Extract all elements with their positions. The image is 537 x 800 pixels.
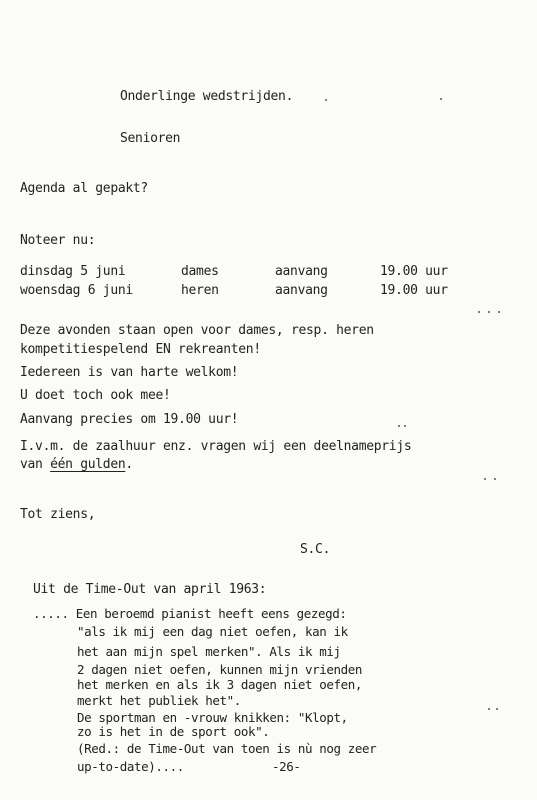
- speck: [484, 478, 486, 480]
- quote-line: zo is het in de sport ook".: [77, 724, 270, 739]
- page-title: Onderlinge wedstrijden.: [120, 89, 294, 104]
- speck: [496, 708, 498, 710]
- page-number: -26-: [272, 759, 301, 774]
- speck: [488, 708, 490, 710]
- price-line: [20, 458, 133, 471]
- body-line: I.v.m. de zaalhuur enz. vragen wij een deelnameprijs: [20, 439, 412, 454]
- quote-line: (Red.: de Time-Out van toen is nù nog zeer: [77, 741, 377, 756]
- schedule-group: dames: [181, 264, 219, 279]
- quote-line: De sportman en -vrouw knikken: "Klopt,: [77, 710, 348, 725]
- quote-line: het aan mijn spel merken". Als ik mij: [77, 644, 341, 659]
- quote-source: Uit de Time-Out van april 1963:: [33, 582, 267, 597]
- signature: S.C.: [300, 542, 331, 557]
- price-suffix: .: [125, 457, 133, 472]
- body-line: Deze avonden staan open voor dames, resp. heren: [20, 323, 374, 338]
- speck: [488, 311, 490, 313]
- quote-line: merkt het publiek het".: [77, 693, 241, 708]
- body-line: kompetitiespelend EN rekreanten!: [20, 342, 261, 357]
- body-line: Aanvang precies om 19.00 uur!: [20, 412, 239, 427]
- closing-text: Tot ziens,: [20, 507, 96, 522]
- schedule-date: dinsdag 5 juni: [20, 264, 126, 279]
- price-prefix: van: [20, 457, 51, 472]
- speck: [398, 425, 400, 427]
- price-value: één gulden: [50, 457, 126, 472]
- schedule-group: heren: [181, 283, 219, 298]
- schedule-date: woensdag 6 juni: [20, 283, 133, 298]
- quote-line: 2 dagen niet oefen, kunnen mijn vrienden: [77, 662, 363, 677]
- speck: [498, 311, 500, 313]
- speck: [325, 99, 327, 101]
- schedule-label: aanvang: [275, 283, 328, 298]
- speck: [494, 478, 496, 480]
- speck: [440, 98, 442, 100]
- quote-line: "als ik mij een dag niet oefen, kan ik: [77, 624, 348, 639]
- quote-line: ..... Een beroemd pianist heeft eens gezegd:: [33, 606, 347, 621]
- quote-line: het merken en als ik 3 dagen niet oefen,: [77, 677, 363, 692]
- body-line: Iedereen is van harte welkom!: [20, 365, 239, 380]
- schedule-time: 19.00 uur: [380, 264, 448, 279]
- section-subtitle: Senioren: [120, 131, 181, 146]
- schedule-label: aanvang: [275, 264, 328, 279]
- speck: [478, 311, 480, 313]
- quote-line: up-to-date)....: [77, 759, 184, 774]
- body-line: U doet toch ook mee!: [20, 388, 171, 403]
- agenda-question: Agenda al gepakt?: [20, 181, 148, 196]
- noteer-label: Noteer nu:: [20, 233, 96, 248]
- schedule-time: 19.00 uur: [380, 283, 448, 298]
- speck: [404, 425, 406, 427]
